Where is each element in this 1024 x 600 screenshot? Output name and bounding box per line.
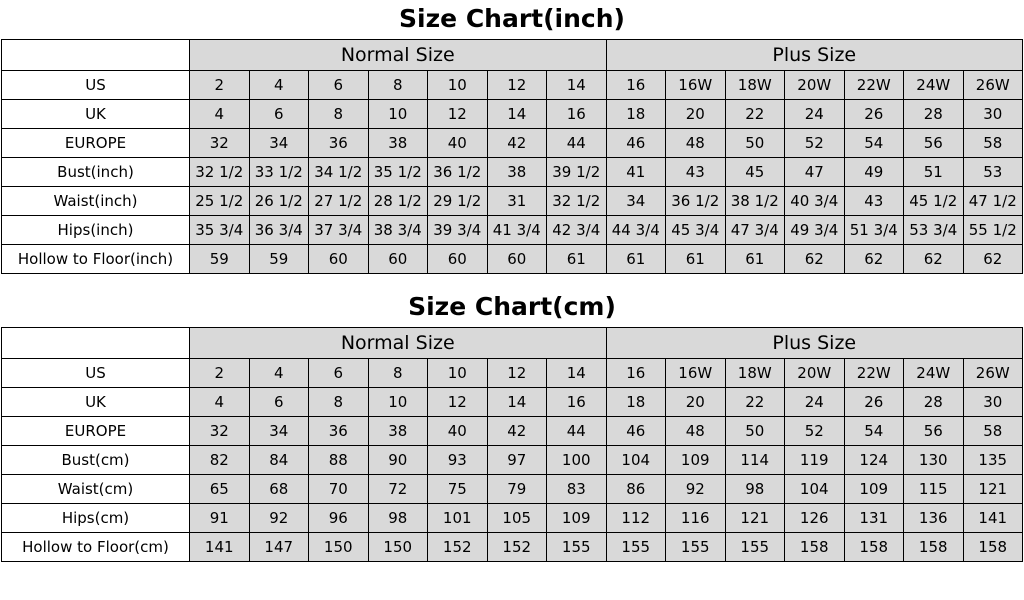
table-cell: 141	[963, 504, 1023, 533]
row-label: Waist(inch)	[2, 187, 190, 216]
row-label: Hollow to Floor(inch)	[2, 245, 190, 274]
table-cell: 36	[309, 129, 369, 158]
table-cell: 14	[547, 359, 607, 388]
table-cell: 36 1/2	[428, 158, 488, 187]
table-cell: 48	[666, 129, 726, 158]
table-row	[2, 187, 1023, 216]
table-cell: 14	[547, 71, 607, 100]
table-cell: 65	[190, 475, 250, 504]
page-title-cm: Size Chart(cm)	[408, 292, 616, 321]
table-cell: 10	[368, 388, 428, 417]
table-cell: 33 1/2	[249, 158, 309, 187]
table-cell: 6	[249, 100, 309, 129]
table-cell: 12	[428, 100, 488, 129]
table-cell: 43	[844, 187, 904, 216]
table-cell: 45	[725, 158, 785, 187]
table-cell: 105	[487, 504, 547, 533]
table-cell: 22W	[844, 71, 904, 100]
table-cell: 35 3/4	[190, 216, 250, 245]
page-title-inch: Size Chart(inch)	[399, 4, 625, 33]
table-cell: 114	[725, 446, 785, 475]
table-cell: 50	[725, 417, 785, 446]
table-cell: 104	[785, 475, 845, 504]
row-label: Bust(inch)	[2, 158, 190, 187]
table-cell: 121	[725, 504, 785, 533]
table-row	[2, 533, 1023, 562]
table-cell: 135	[963, 446, 1023, 475]
table-cell: 92	[249, 504, 309, 533]
table-cell: 97	[487, 446, 547, 475]
table-cell: 10	[368, 100, 428, 129]
table-cell: 98	[368, 504, 428, 533]
table-cell: 36 3/4	[249, 216, 309, 245]
table-cell: 62	[844, 245, 904, 274]
group-header-plus: Plus Size	[606, 328, 1023, 359]
table-cell: 83	[547, 475, 607, 504]
table-cell: 126	[785, 504, 845, 533]
table-cell: 4	[190, 388, 250, 417]
table-cell: 24	[785, 100, 845, 129]
table-cell: 115	[904, 475, 964, 504]
table-cell: 18	[606, 388, 666, 417]
table-cell: 4	[190, 100, 250, 129]
table-cell: 32	[190, 129, 250, 158]
table-cell: 18W	[725, 359, 785, 388]
table-cell: 45 3/4	[666, 216, 726, 245]
table-cell: 155	[547, 533, 607, 562]
table-cell: 46	[606, 417, 666, 446]
table-cell: 20	[666, 388, 726, 417]
table-cell: 101	[428, 504, 488, 533]
table-cell: 56	[904, 129, 964, 158]
table-cell: 51 3/4	[844, 216, 904, 245]
table-cell: 124	[844, 446, 904, 475]
table-cell: 116	[666, 504, 726, 533]
table-cell: 40 3/4	[785, 187, 845, 216]
table-row	[2, 100, 1023, 129]
table-cell: 42 3/4	[547, 216, 607, 245]
table-cell: 12	[487, 359, 547, 388]
size-table-inch	[1, 39, 1023, 274]
table-row	[2, 216, 1023, 245]
table-cell: 62	[904, 245, 964, 274]
table-cell: 109	[666, 446, 726, 475]
table-cell: 158	[904, 533, 964, 562]
table-cell: 8	[368, 71, 428, 100]
table-row	[2, 359, 1023, 388]
table-cell: 109	[547, 504, 607, 533]
table-cell: 16	[547, 100, 607, 129]
table-cell: 25 1/2	[190, 187, 250, 216]
table-cell: 43	[666, 158, 726, 187]
row-label: EUROPE	[2, 417, 190, 446]
table-cell: 82	[190, 446, 250, 475]
table-cell: 39 1/2	[547, 158, 607, 187]
table-cell: 54	[844, 417, 904, 446]
size-table-cm-body	[2, 328, 1023, 562]
table-row	[2, 71, 1023, 100]
table-cell: 18	[606, 100, 666, 129]
table-cell: 16	[547, 388, 607, 417]
table-cell: 47	[785, 158, 845, 187]
table-cell: 26W	[963, 71, 1023, 100]
table-cell: 61	[606, 245, 666, 274]
table-cell: 24W	[904, 71, 964, 100]
table-cell: 41	[606, 158, 666, 187]
table-cell: 28 1/2	[368, 187, 428, 216]
table-corner-cell	[2, 40, 190, 71]
table-cell: 22	[725, 388, 785, 417]
row-label: US	[2, 71, 190, 100]
table-cell: 86	[606, 475, 666, 504]
table-cell: 27 1/2	[309, 187, 369, 216]
table-cell: 88	[309, 446, 369, 475]
table-cell: 58	[963, 417, 1023, 446]
table-cell: 100	[547, 446, 607, 475]
table-cell: 53 3/4	[904, 216, 964, 245]
table-cell: 60	[309, 245, 369, 274]
table-row	[2, 129, 1023, 158]
table-cell: 42	[487, 417, 547, 446]
table-cell: 61	[666, 245, 726, 274]
table-cell: 96	[309, 504, 369, 533]
table-cell: 36	[309, 417, 369, 446]
table-cell: 16	[606, 71, 666, 100]
table-cell: 32 1/2	[547, 187, 607, 216]
table-cell: 158	[785, 533, 845, 562]
table-cell: 155	[666, 533, 726, 562]
table-cell: 60	[368, 245, 428, 274]
table-cell: 84	[249, 446, 309, 475]
table-cell: 112	[606, 504, 666, 533]
table-cell: 4	[249, 359, 309, 388]
table-cell: 44	[547, 417, 607, 446]
table-cell: 61	[547, 245, 607, 274]
table-cell: 52	[785, 417, 845, 446]
group-header-row	[2, 40, 1023, 71]
table-cell: 30	[963, 388, 1023, 417]
table-cell: 26 1/2	[249, 187, 309, 216]
table-cell: 32 1/2	[190, 158, 250, 187]
table-cell: 109	[844, 475, 904, 504]
table-cell: 16W	[666, 359, 726, 388]
table-cell: 44 3/4	[606, 216, 666, 245]
table-cell: 38	[368, 129, 428, 158]
table-cell: 10	[428, 359, 488, 388]
table-cell: 24	[785, 388, 845, 417]
table-cell: 92	[666, 475, 726, 504]
row-label: EUROPE	[2, 129, 190, 158]
row-label: UK	[2, 100, 190, 129]
table-cell: 51	[904, 158, 964, 187]
table-cell: 38 1/2	[725, 187, 785, 216]
row-label: Bust(cm)	[2, 446, 190, 475]
size-table-cm	[1, 327, 1023, 562]
table-cell: 10	[428, 71, 488, 100]
table-cell: 150	[368, 533, 428, 562]
table-cell: 47 3/4	[725, 216, 785, 245]
table-cell: 75	[428, 475, 488, 504]
table-cell: 44	[547, 129, 607, 158]
table-cell: 61	[725, 245, 785, 274]
table-cell: 2	[190, 359, 250, 388]
table-cell: 104	[606, 446, 666, 475]
table-cell: 136	[904, 504, 964, 533]
table-cell: 62	[785, 245, 845, 274]
table-cell: 40	[428, 129, 488, 158]
table-row	[2, 245, 1023, 274]
table-cell: 70	[309, 475, 369, 504]
table-cell: 152	[487, 533, 547, 562]
size-table-inch-body	[2, 40, 1023, 274]
table-cell: 12	[487, 71, 547, 100]
table-cell: 50	[725, 129, 785, 158]
group-header-normal: Normal Size	[190, 40, 607, 71]
table-cell: 38	[487, 158, 547, 187]
table-cell: 52	[785, 129, 845, 158]
table-row	[2, 417, 1023, 446]
table-cell: 54	[844, 129, 904, 158]
table-cell: 68	[249, 475, 309, 504]
table-cell: 53	[963, 158, 1023, 187]
table-row	[2, 446, 1023, 475]
table-cell: 36 1/2	[666, 187, 726, 216]
table-cell: 34	[249, 129, 309, 158]
table-cell: 152	[428, 533, 488, 562]
table-cell: 34	[249, 417, 309, 446]
table-cell: 26W	[963, 359, 1023, 388]
table-cell: 121	[963, 475, 1023, 504]
table-cell: 28	[904, 388, 964, 417]
row-label: Waist(cm)	[2, 475, 190, 504]
table-cell: 37 3/4	[309, 216, 369, 245]
table-cell: 60	[487, 245, 547, 274]
table-cell: 20W	[785, 71, 845, 100]
row-label: Hollow to Floor(cm)	[2, 533, 190, 562]
table-cell: 6	[309, 71, 369, 100]
table-cell: 155	[725, 533, 785, 562]
table-cell: 18W	[725, 71, 785, 100]
table-cell: 41 3/4	[487, 216, 547, 245]
table-cell: 60	[428, 245, 488, 274]
table-cell: 47 1/2	[963, 187, 1023, 216]
table-cell: 38	[368, 417, 428, 446]
table-cell: 28	[904, 100, 964, 129]
table-cell: 48	[666, 417, 726, 446]
table-cell: 4	[249, 71, 309, 100]
table-row	[2, 504, 1023, 533]
table-cell: 39 3/4	[428, 216, 488, 245]
section-divider	[0, 274, 1024, 288]
table-cell: 119	[785, 446, 845, 475]
table-cell: 141	[190, 533, 250, 562]
table-cell: 79	[487, 475, 547, 504]
table-cell: 130	[904, 446, 964, 475]
table-cell: 20	[666, 100, 726, 129]
table-cell: 34	[606, 187, 666, 216]
table-cell: 131	[844, 504, 904, 533]
table-cell: 55 1/2	[963, 216, 1023, 245]
table-cell: 38 3/4	[368, 216, 428, 245]
table-cell: 155	[606, 533, 666, 562]
row-label: Hips(inch)	[2, 216, 190, 245]
table-cell: 58	[963, 129, 1023, 158]
table-cell: 35 1/2	[368, 158, 428, 187]
table-cell: 2	[190, 71, 250, 100]
table-cell: 26	[844, 100, 904, 129]
table-cell: 93	[428, 446, 488, 475]
table-cell: 98	[725, 475, 785, 504]
table-cell: 26	[844, 388, 904, 417]
table-cell: 32	[190, 417, 250, 446]
group-header-row	[2, 328, 1023, 359]
table-row	[2, 158, 1023, 187]
table-cell: 14	[487, 388, 547, 417]
table-cell: 12	[428, 388, 488, 417]
table-cell: 158	[844, 533, 904, 562]
table-cell: 46	[606, 129, 666, 158]
table-cell: 49	[844, 158, 904, 187]
table-cell: 16	[606, 359, 666, 388]
row-label: US	[2, 359, 190, 388]
table-cell: 42	[487, 129, 547, 158]
table-cell: 91	[190, 504, 250, 533]
table-cell: 22	[725, 100, 785, 129]
table-cell: 62	[963, 245, 1023, 274]
table-cell: 24W	[904, 359, 964, 388]
table-cell: 40	[428, 417, 488, 446]
size-chart-cm-block	[0, 288, 1024, 562]
table-cell: 8	[309, 100, 369, 129]
table-row	[2, 388, 1023, 417]
table-cell: 30	[963, 100, 1023, 129]
table-cell: 29 1/2	[428, 187, 488, 216]
table-corner-cell	[2, 328, 190, 359]
table-cell: 14	[487, 100, 547, 129]
table-cell: 59	[190, 245, 250, 274]
table-cell: 56	[904, 417, 964, 446]
table-cell: 31	[487, 187, 547, 216]
table-cell: 6	[309, 359, 369, 388]
row-label: Hips(cm)	[2, 504, 190, 533]
table-cell: 158	[963, 533, 1023, 562]
table-cell: 45 1/2	[904, 187, 964, 216]
table-cell: 49 3/4	[785, 216, 845, 245]
table-cell: 8	[368, 359, 428, 388]
group-header-normal: Normal Size	[190, 328, 607, 359]
table-cell: 34 1/2	[309, 158, 369, 187]
table-cell: 147	[249, 533, 309, 562]
table-cell: 22W	[844, 359, 904, 388]
group-header-plus: Plus Size	[606, 40, 1023, 71]
table-cell: 90	[368, 446, 428, 475]
table-cell: 16W	[666, 71, 726, 100]
table-cell: 150	[309, 533, 369, 562]
table-cell: 20W	[785, 359, 845, 388]
row-label: UK	[2, 388, 190, 417]
table-cell: 8	[309, 388, 369, 417]
table-cell: 72	[368, 475, 428, 504]
table-row	[2, 475, 1023, 504]
size-chart-inch-block	[0, 0, 1024, 274]
table-cell: 59	[249, 245, 309, 274]
table-cell: 6	[249, 388, 309, 417]
